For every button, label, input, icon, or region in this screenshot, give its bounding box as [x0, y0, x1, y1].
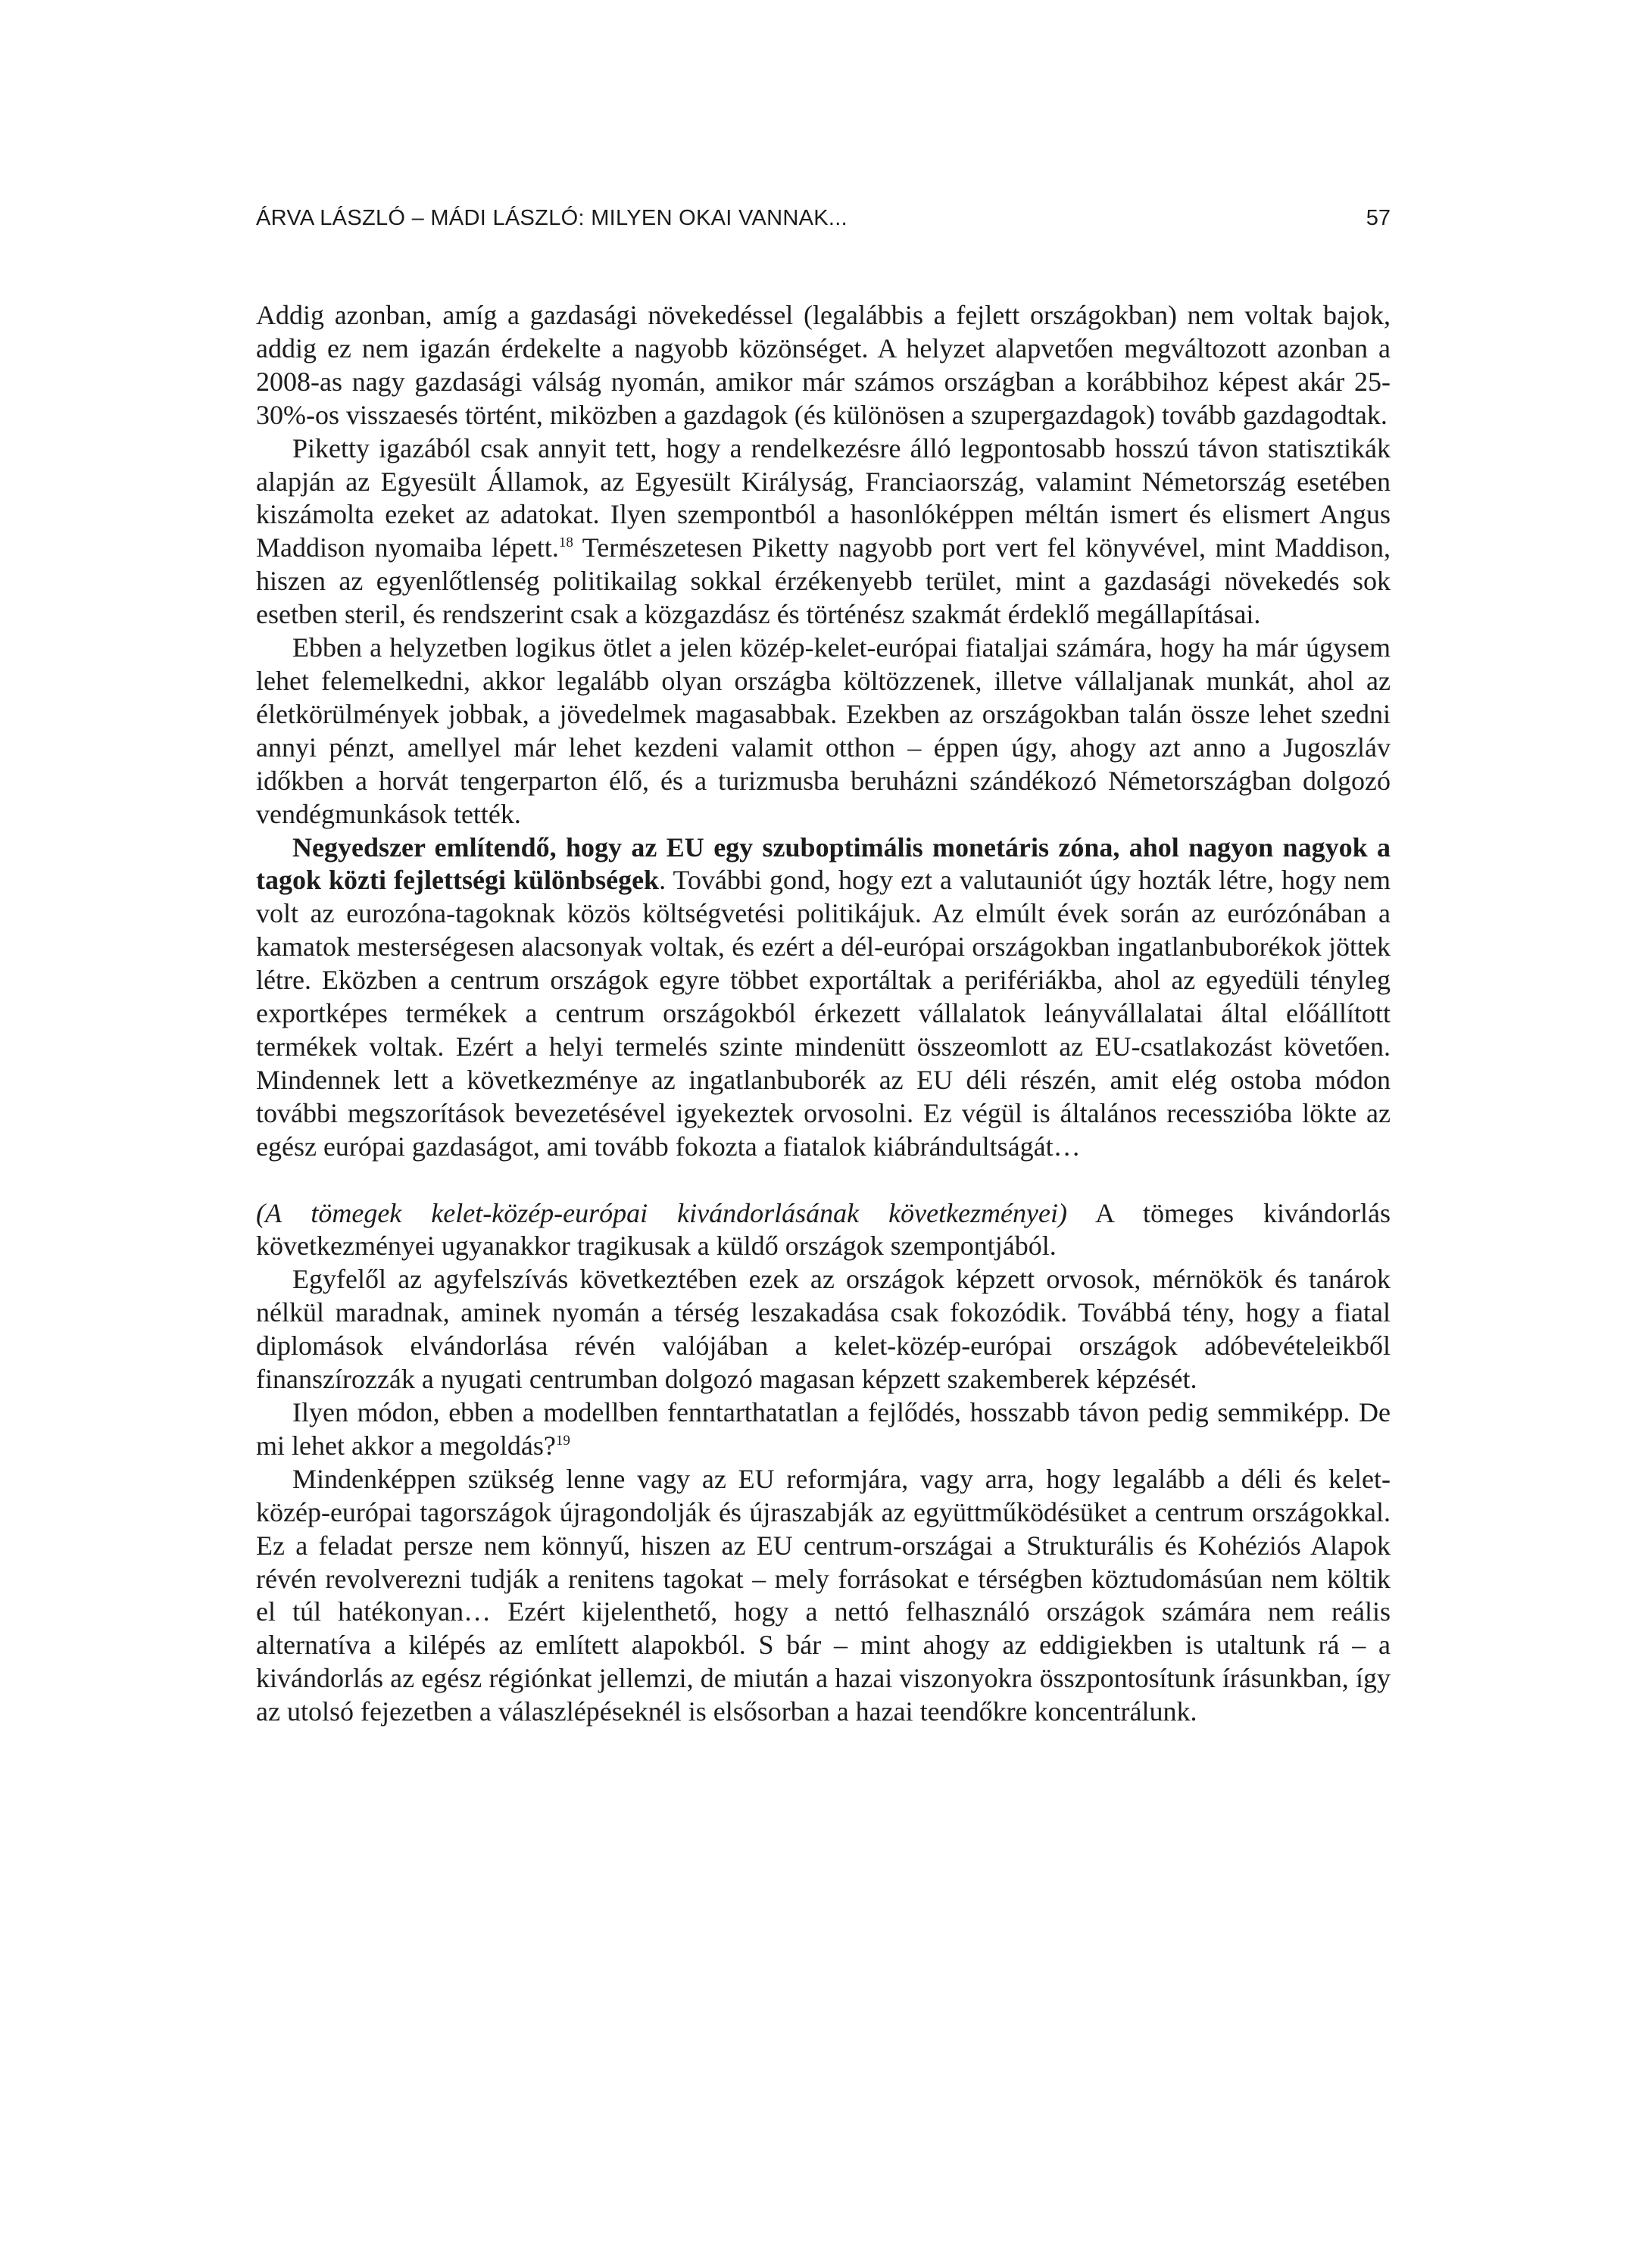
paragraph	[256, 831, 1391, 1164]
paragraph-text: Természetesen Piketty nagyobb port vert fel könyvével, mint Maddison, hiszen az egyenlőtlenség politikailag sokkal érzékenyebb terület, mint a gazdasági növekedés sok esetben steril, és rendszerint csak a közgazdász és történész szakmát érdeklő megállapításai.	[256, 532, 1391, 630]
paragraph-text: A tömeges kivándorlás következményei ugyanakkor tragikusak a küldő országok szempontjából.	[256, 1197, 1391, 1262]
paragraph-text: . További gond, hogy ezt a valutauniót úgy hozták létre, hogy nem volt az eurozóna-tagoknak közös költségvetési politikájuk. Az elmúlt évek során az eurózónában a kamatok mesterségesen alacsonyak voltak, és ezért a dél-európai országokban ingatlanbuborékok jöttek létre. Eközben a centrum országok egyre többet exportáltak a perifériákba, ahol az egyedüli tényleg exportképes termékek a centrum országokból érkezett vállalatok leányvállalatai által előállított termékek voltak. Ezért a helyi termelés szinte mindenütt összeomlott az EU-csatlakozást követően. Mindennek lett a következménye az ingatlanbuborék az EU déli részén, amit elég ostoba módon további megszorítások bevezetésével igyekeztek orvosolni. Ez végül is általános recesszióba lökte az egész európai gazdaságot, ami tovább fokozta a fiatalok kiábrándultságát…	[256, 865, 1391, 1162]
footnote-ref[interactable]: 19	[555, 1432, 570, 1449]
page-number: 57	[1366, 206, 1391, 230]
paragraph-text: Egyfelől az agyfelszívás következtében ezek az országok képzett orvosok, mérnökök és tanárok nélkül maradnak, aminek nyomán a térség leszakadása csak fokozódik. Továbbá tény, hogy a fiatal diplomások elvándorlása révén valójában a kelet-közép-európai országok adóbevételeikből finanszírozzák a nyugati centrumban dolgozó magasan képzett szakemberek képzését.	[256, 1264, 1391, 1395]
paragraph-text: Addig azonban, amíg a gazdasági növekedéssel (legalábbis a fejlett országokban) nem voltak bajok, addig ez nem igazán érdekelte a nagyobb közönséget. A helyzet alapvetően megváltozott azonban a 2008-as nagy gazdasági válság nyomán, amikor már számos országban a korábbihoz képest akár 25-30%-os visszaesés történt, miközben a gazdagok (és különösen a szupergazdagok) tovább gazdagodtak.	[256, 300, 1391, 430]
running-head: ÁRVA LÁSZLÓ – MÁDI LÁSZLÓ: MILYEN OKAI VANNAK...	[256, 206, 848, 230]
paragraph	[256, 632, 1391, 831]
body-text	[256, 299, 1391, 1729]
paragraph-text: Mindenképpen szükség lenne vagy az EU reformjára, vagy arra, hogy legalább a déli és kelet-közép-európai tagországok újragondolják és újraszabják az együttműködésüket a centrum országokkal. Ez a feladat persze nem könnyű, hiszen az EU centrum-országai a Strukturális és Kohéziós Alapok révén revolverezni tudják a renitens tagokat – mely forrásokat e térségben köztudomásúan nem költik el túl hatékonyan… Ezért kijelenthető, hogy a nettó felhasználó országok számára nem reális alternatíva a kilépés az említett alapokból. S bár – mint ahogy az eddigiekben is utaltunk rá – a kivándorlás az egész régiónkat jellemzi, de miután a hazai viszonyokra összpontosítunk írásunkban, így az utolsó fejezetben a válaszlépéseknél is elsősorban a hazai teendőkre koncentrálunk.	[256, 1463, 1391, 1727]
paragraph	[256, 299, 1391, 432]
paragraph-text: Ebben a helyzetben logikus ötlet a jelen közép-kelet-európai fiataljai számára, hogy ha már úgysem lehet felemelkedni, akkor legalább olyan országba költözzenek, illetve vállaljanak munkát, ahol az életkörülmények jobbak, a jövedelmek magasabbak. Ezekben az országokban talán össze lehet szedni annyi pénzt, amellyel már lehet kezdeni valamit otthon – éppen úgy, ahogy azt anno a Jugoszláv időkben a horvát tengerparton élő, és a turizmusba beruházni szándékozó Németországban dolgozó vendégmunkások tették.	[256, 632, 1391, 829]
page-header	[256, 206, 1391, 239]
paragraph	[256, 1197, 1391, 1264]
paragraph	[256, 1263, 1391, 1396]
paragraph-text: Ilyen módon, ebben a modellben fenntarthatatlan a fejlődés, hosszabb távon pedig semmiképp. De mi lehet akkor a megoldás?	[256, 1397, 1391, 1461]
paragraph	[256, 432, 1391, 632]
bold-emphasis: Negyedszer említendő, hogy az EU egy szuboptimális monetáris zóna, ahol nagyon nagyok a tagok közti fejlettségi különbségek	[256, 831, 1391, 896]
footnote-ref[interactable]: 18	[558, 535, 573, 551]
paragraph	[256, 1396, 1391, 1463]
paragraph-text: Piketty igazából csak annyit tett, hogy a rendelkezésre álló legpontosabb hosszú távon statisztikák alapján az Egyesült Államok, az Egyesült Királyság, Franciaország, valamint Németország esetében kiszámolta ezeket az adatokat. Ilyen szempontból a hasonlóképpen méltán ismert és elismert Angus Maddison nyomaiba lépett.	[256, 432, 1391, 563]
paragraph	[256, 1463, 1391, 1729]
section-heading-inline: (A tömegek kelet-közép-európai kivándorlásának következményei)	[256, 1197, 1067, 1228]
